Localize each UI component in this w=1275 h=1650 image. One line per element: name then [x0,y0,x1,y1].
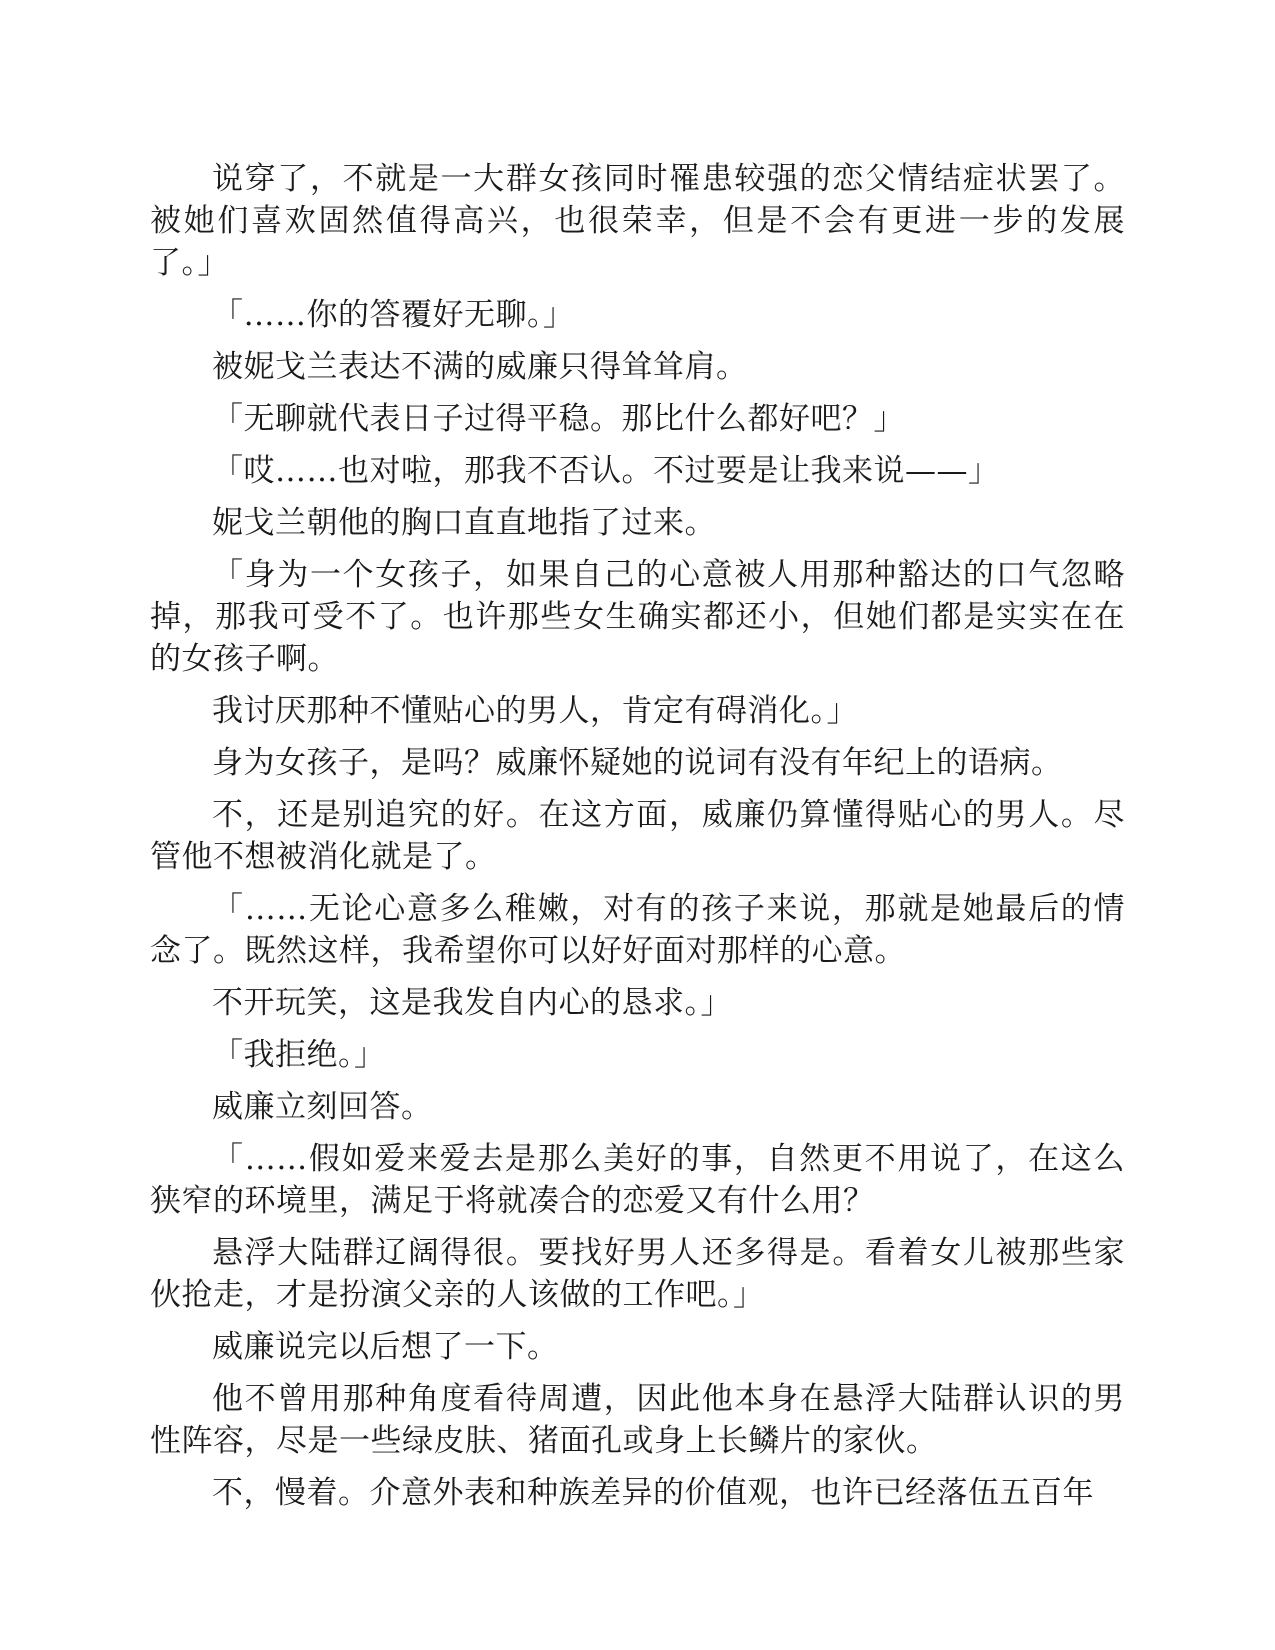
paragraph: 威廉立刻回答。 [212,1089,433,1125]
paragraph: 「……无论心意多么稚嫩，对有的孩子来说，那就是她最后的情念了。既然这样，我希望你可以好好面对那样的心意。 [150,891,1125,969]
paragraph: 说穿了，不就是一大群女孩同时罹患较强的恋父情结症状罢了。被她们喜欢固然值得高兴，也很荣幸，但是不会有更进一步的发展了。」 [150,161,1125,281]
paragraph: 「……假如爱来爱去是那么美好的事，自然更不用说了，在这么狭窄的环境里，满足于将就凑合的恋爱又有什么用？ [150,1141,1125,1219]
paragraph: 不，还是别追究的好。在这方面，威廉仍算懂得贴心的男人。尽管他不想被消化就是了。 [150,797,1125,875]
paragraph: 「……你的答覆好无聊。」 [212,297,575,333]
paragraph: 不开玩笑，这是我发自内心的恳求。」 [212,985,732,1021]
paragraph: 被妮戈兰表达不满的威廉只得耸耸肩。 [212,349,748,385]
body-text [150,158,1125,1524]
paragraph: 悬浮大陆群辽阔得很。要找好男人还多得是。看着女儿被那些家伙抢走，才是扮演父亲的人该做的工作吧。」 [150,1235,1125,1313]
paragraph: 他不曾用那种角度看待周遭，因此他本身在悬浮大陆群认识的男性阵容，尽是一些绿皮肤、猪面孔或身上长鳞片的家伙。 [150,1381,1125,1459]
paragraph: 「无聊就代表日子过得平稳。那比什么都好吧？」 [212,401,905,437]
paragraph: 妮戈兰朝他的胸口直直地指了过来。 [212,505,716,541]
paragraph: 不，慢着。介意外表和种族差异的价值观，也许已经落伍五百年 [212,1475,1094,1511]
paragraph: 身为女孩子，是吗？威廉怀疑她的说词有没有年纪上的语病。 [212,745,1063,781]
paragraph: 「哎……也对啦，那我不否认。不过要是让我来说——」 [212,453,1000,489]
paragraph: 我讨厌那种不懂贴心的男人，肯定有碍消化。」 [212,693,858,729]
paragraph: 威廉说完以后想了一下。 [212,1329,559,1365]
paragraph: 「身为一个女孩子，如果自己的心意被人用那种豁达的口气忽略掉，那我可受不了。也许那些女生确实都还小，但她们都是实实在在的女孩子啊。 [150,557,1125,677]
paragraph: 「我拒绝。」 [212,1037,386,1073]
